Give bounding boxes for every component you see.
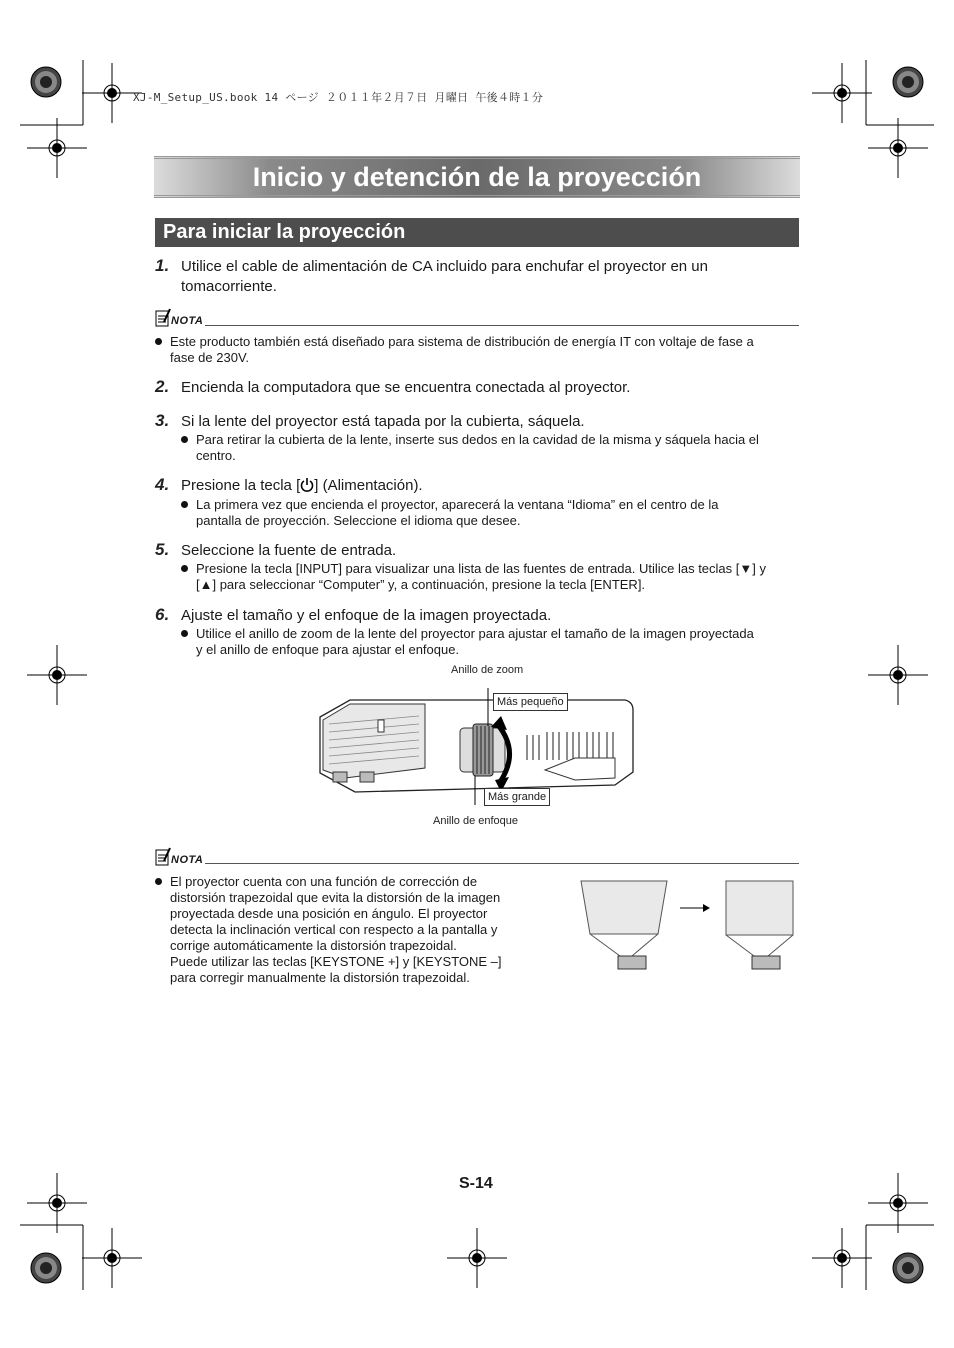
step-3-bullet-line-2: centro. [196, 448, 236, 463]
step-number-2: 2. [155, 377, 170, 396]
step-5-bullet-line-2: [▲] para seleccionar “Computer” y, a continuación, presione la tecla [ENTER]. [196, 577, 646, 592]
bullet-dot [155, 878, 162, 885]
step-3-bullet-line-1: Para retirar la cubierta de la lente, inserte sus dedos en la cavidad de la misma y sáquela hacia el [196, 432, 759, 447]
nota-2-line-3: proyectada desde una posición en ángulo. El proyector [170, 906, 488, 921]
larger-label: Más grande [484, 788, 550, 806]
nota-2-line-6: Puede utilizar las teclas [KEYSTONE +] y [KEYSTONE –] [170, 954, 502, 969]
step-6-bullet-line-1: Utilice el anillo de zoom de la lente del proyector para ajustar el tamaño de la imagen proyectada [196, 626, 754, 641]
bullet-dot [181, 436, 188, 443]
step-4-bullet-line-1: La primera vez que encienda el proyector, aparecerá la ventana “Idioma” en el centro de la [196, 497, 719, 512]
projector-illustration [315, 680, 640, 805]
focus-ring-label: Anillo de enfoque [433, 815, 519, 827]
bullet-dot [181, 630, 188, 637]
note-icon [155, 308, 171, 328]
nota-2-line-4: detecta la inclinación vertical con respecto a la pantalla y [170, 922, 498, 937]
step-4-text [181, 476, 423, 496]
step-4-bullet [196, 497, 800, 529]
nota-label-2: NOTA [171, 854, 204, 866]
nota-2-line-7: para corregir manualmente la distorsión trapezoidal. [170, 970, 470, 985]
nota-label-1: NOTA [171, 315, 204, 327]
step-3-bullet [196, 432, 800, 464]
bullet-dot [181, 565, 188, 572]
nota-1-text [170, 334, 800, 366]
step-6-text: Ajuste el tamaño y el enfoque de la imagen proyectada. [181, 607, 552, 624]
step-5-bullet-line-1: Presione la tecla [INPUT] para visualizar una lista de las fuentes de entrada. Utilice las teclas [▼] y [196, 561, 766, 576]
step-4-pre: Presione la tecla [ [181, 477, 301, 494]
bullet-dot [181, 501, 188, 508]
step-6-bullet-line-2: y el anillo de enfoque para ajustar el enfoque. [196, 642, 460, 657]
step-1-text [181, 257, 708, 297]
step-1-line-1: Utilice el cable de alimentación de CA incluido para enchufar el proyector en un [181, 258, 708, 275]
step-number-6: 6. [155, 605, 170, 624]
page-title: Inicio y detención de la proyección [252, 162, 702, 192]
zoom-ring-label: Anillo de zoom [451, 664, 524, 676]
step-5-text: Seleccione la fuente de entrada. [181, 542, 397, 559]
nota-1-line-1: Este producto también está diseñado para sistema de distribución de energía IT con voltaje de fase a [170, 334, 754, 349]
smaller-label: Más pequeño [493, 693, 568, 711]
page-number: S-14 [459, 1175, 493, 1192]
step-number-3: 3. [155, 411, 170, 430]
step-number-4: 4. [155, 475, 170, 494]
note-icon [155, 847, 171, 867]
nota-divider-2 [205, 863, 799, 864]
step-4-bullet-line-2: pantalla de proyección. Seleccione el idioma que desee. [196, 513, 521, 528]
nota-2-text [170, 874, 570, 986]
nota-1-line-2: fase de 230V. [170, 350, 250, 365]
section-title: Para iniciar la proyección [163, 221, 406, 243]
keystone-illustration [578, 878, 798, 973]
step-number-1: 1. [155, 256, 170, 275]
step-number-5: 5. [155, 540, 170, 559]
step-6-bullet [196, 626, 800, 658]
bullet-dot [155, 338, 162, 345]
step-2-text: Encienda la computadora que se encuentra conectada al proyector. [181, 379, 631, 396]
step-3-text: Si la lente del proyector está tapada por la cubierta, sáquela. [181, 413, 585, 430]
nota-2-line-1: El proyector cuenta con una función de corrección de [170, 874, 478, 889]
step-4-post: ] (Alimentación). [314, 477, 423, 494]
nota-divider-1 [205, 325, 799, 326]
step-5-bullet [196, 561, 800, 593]
nota-2-line-5: corrige automáticamente la distorsión trapezoidal. [170, 938, 457, 953]
book-header: XJ-M_Setup_US.book 14 ページ ２０１１年２月７日 月曜日 午後４時１分 [133, 91, 544, 104]
power-icon [300, 477, 314, 492]
step-1-line-2: tomacorriente. [181, 278, 277, 295]
nota-2-line-2: distorsión trapezoidal que evita la distorsión de la imagen [170, 890, 501, 905]
